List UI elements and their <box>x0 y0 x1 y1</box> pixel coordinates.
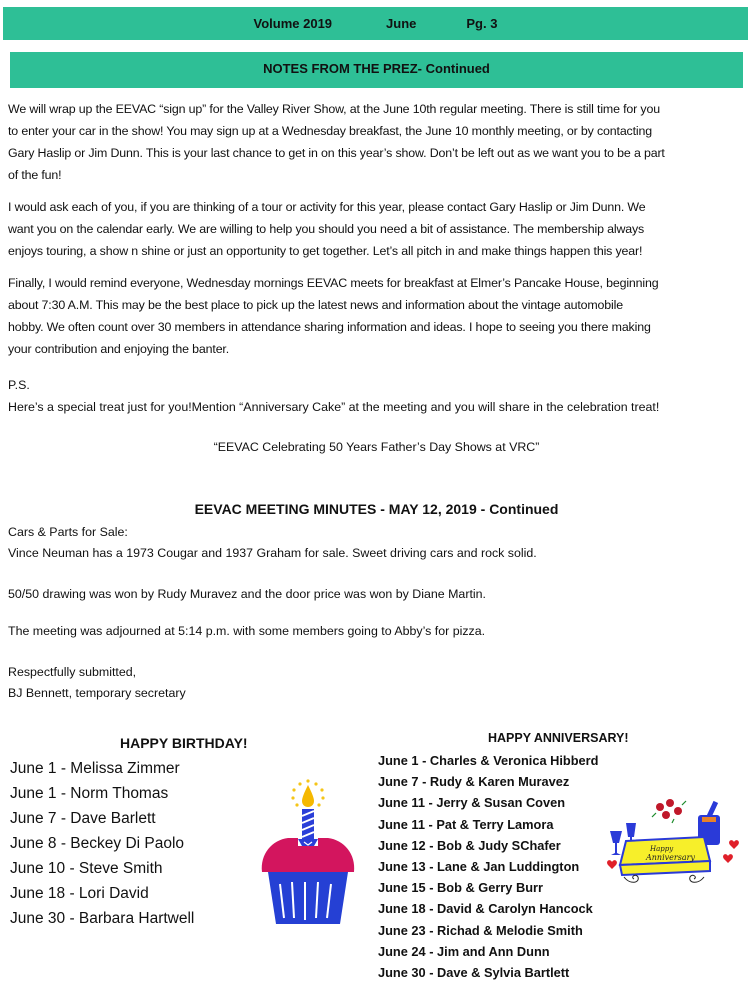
birthday-item: June 30 - Barbara Hartwell <box>10 910 195 927</box>
text-line: about 7:30 A.M. This may be the best place to pick up the latest news and information about the vintage automobile <box>8 298 623 312</box>
anniversary-cake-icon <box>600 793 748 885</box>
anniversary-item: June 18 - David & Carolyn Hancock <box>378 901 593 917</box>
birthday-list <box>10 756 194 931</box>
text-line: I would ask each of you, if you are thinking of a tour or activity for this year, please contact Gary Haslip or Jim Dunn. We <box>8 200 646 214</box>
anniversary-item: June 13 - Lane & Jan Luddington <box>378 859 580 875</box>
text-line: Gary Haslip or Jim Dunn. This is your last chance to get in on this year’s show. Don’t be left out as we want you to be a part <box>8 146 665 160</box>
notes-paragraph-3 <box>8 272 738 360</box>
anniversary-item: June 30 - Dave & Sylvia Bartlett <box>378 965 570 981</box>
cake-text-happy: Happy <box>650 845 674 853</box>
text-line: We will wrap up the EEVAC “sign up” for the Valley River Show, at the June 10th regular meeting. There is still time for you <box>8 102 660 116</box>
ps-label: P.S. <box>8 378 30 392</box>
page-number: Pg. 3 <box>466 16 498 31</box>
volume-label: Volume 2019 <box>253 16 333 31</box>
birthday-item: June 7 - Dave Barlett <box>10 810 156 827</box>
anniversary-list <box>378 750 598 983</box>
cars-text: Vince Neuman has a 1973 Cougar and 1937 Graham for sale. Sweet driving cars and rock solid. <box>8 546 537 560</box>
anniversary-item: June 7 - Rudy & Karen Muravez <box>378 774 570 790</box>
anniversary-item: June 1 - Charles & Veronica Hibberd <box>378 753 599 768</box>
birthday-item: June 18 - Lori David <box>10 885 149 902</box>
month-label: June <box>386 16 417 31</box>
text-line: of the fun! <box>8 168 62 182</box>
birthday-item: June 8 - Beckey Di Paolo <box>10 835 185 852</box>
text-line: enjoys touring, a show n shine or just an opportunity to get together. Let’s all pitch in and make things happen this year! <box>8 244 643 258</box>
closing-text: Respectfully submitted, <box>8 665 137 679</box>
adjourned-text: The meeting was adjourned at 5:14 p.m. with some members going to Abby’s for pizza. <box>8 624 486 638</box>
section-title-notes <box>10 52 743 88</box>
notes-paragraph-1 <box>8 98 738 186</box>
text-line: want you on the calendar early. We are willing to help you should you need a bit of assistance. The membership always <box>8 222 645 236</box>
birthday-item: June 1 - Norm Thomas <box>10 785 169 802</box>
anniversary-title: HAPPY ANNIVERSARY! <box>488 731 629 745</box>
birthday-title: HAPPY BIRTHDAY! <box>120 735 248 751</box>
anniversary-item: June 12 - Bob & Judy SChafer <box>378 837 561 853</box>
cars-label: Cars & Parts for Sale: <box>8 525 128 539</box>
anniversary-item: June 15 - Bob & Gerry Burr <box>378 880 543 896</box>
drawing-text: 50/50 drawing was won by Rudy Muravez and the door price was won by Diane Martin. <box>8 587 486 601</box>
birthday-item: June 10 - Steve Smith <box>10 860 163 877</box>
anniversary-item: June 11 - Jerry & Susan Coven <box>378 795 566 811</box>
text-line: Finally, I would remind everyone, Wednesday mornings EEVAC meets for breakfast at Elmer’s Pancake House, beginning <box>8 276 659 290</box>
minutes-title: EEVAC MEETING MINUTES - MAY 12, 2019 - Continued <box>194 501 559 517</box>
text-line: hobby. We often count over 30 members in attendance sharing information and ideas. I hope to seeing you there making <box>8 320 651 334</box>
roses-icon <box>652 799 686 823</box>
slogan: “EEVAC Celebrating 50 Years Father’s Day Shows at VRC” <box>213 440 540 454</box>
text-line: your contribution and enjoying the banter. <box>8 342 230 356</box>
cake-text-anniversary: Anniversary <box>646 853 695 862</box>
anniversary-item: June 23 - Richad & Melodie Smith <box>378 922 583 938</box>
signature-text: BJ Bennett, temporary secretary <box>8 686 186 700</box>
notes-title: NOTES FROM THE PREZ- Continued <box>263 60 490 76</box>
ps-text: Here’s a special treat just for you!Mention “Anniversary Cake” at the meeting and you will share in the celebration treat! <box>8 400 660 414</box>
newsletter-header-bar <box>3 7 748 40</box>
text-line: to enter your car in the show! You may sign up at a Wednesday breakfast, the June 10 monthly meeting, or by contacting <box>8 124 652 138</box>
cupcake-icon <box>258 776 358 926</box>
birthday-item: June 1 - Melissa Zimmer <box>10 760 180 777</box>
anniversary-item: June 11 - Pat & Terry Lamora <box>378 816 554 832</box>
notes-paragraph-2 <box>8 196 738 262</box>
anniversary-item: June 24 - Jim and Ann Dunn <box>378 943 550 959</box>
